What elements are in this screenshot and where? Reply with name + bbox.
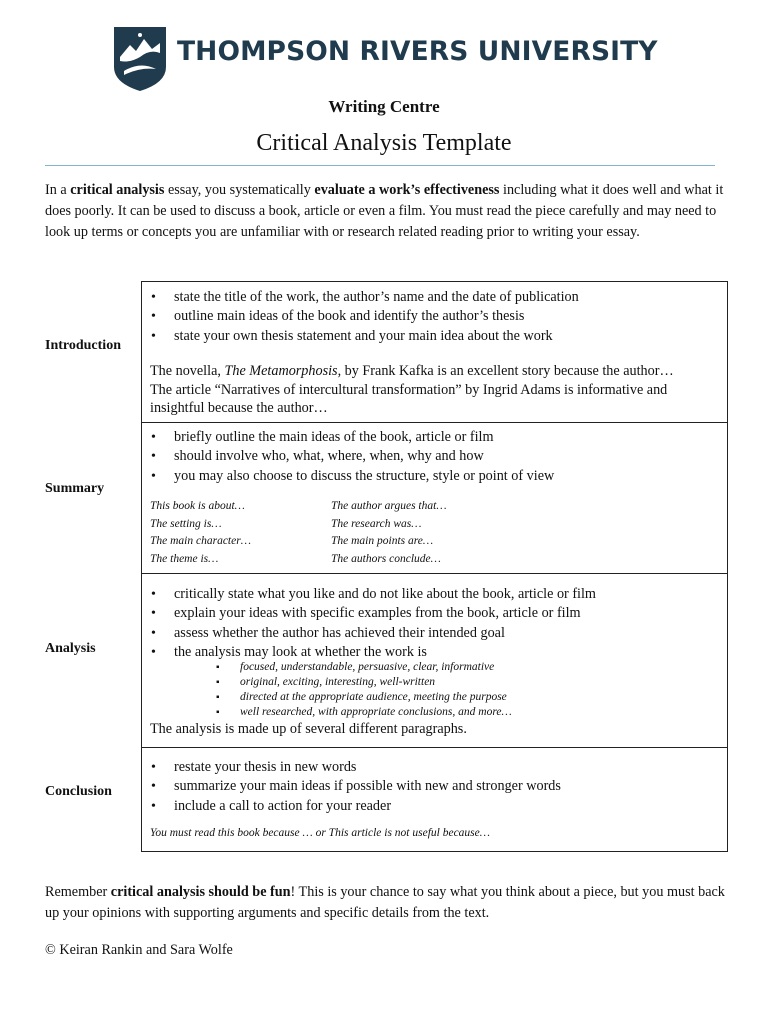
row-divider [142,573,727,574]
summary-phrases-left [150,498,251,568]
page-title: Critical Analysis Template [256,130,512,156]
analysis-bullets [174,585,596,663]
page-header [0,0,768,95]
list-item: • assess whether the author has achieved their intended goal [174,624,596,643]
conclusion-bullets [174,758,561,816]
phrase: The setting is… [150,517,222,530]
title-divider [45,165,715,166]
university-name: THOMPSON RIVERS UNIVERSITY [177,36,658,67]
example-article: The article “Narratives of intercultural transformation” by Ingrid Adams is informative and insightful because the author… [150,381,668,416]
introduction-bullets [174,288,579,346]
summary-phrases-right [331,498,447,568]
writing-centre-label: Writing Centre [328,97,440,116]
list-item: • critically state what you like and do not like about the book, article or film [174,585,596,604]
phrase: This book is about… [150,500,245,512]
list-item: • restate your thesis in new words [174,758,561,777]
phrase: The main points are… [331,535,434,547]
copyright-notice: © Keiran Rankin and Sara Wolfe [45,942,233,958]
list-item: • briefly outline the main ideas of the book, article or film [174,428,554,447]
list-item: • you may also choose to discuss the structure, style or point of view [174,467,554,486]
conclusion-example: You must read this book because … or This article is not useful because… [150,827,490,839]
closing-paragraph: Remember critical analysis should be fun! This is your chance to say what you think about a piece, but you must back up your opinions with supporting arguments and specific details from the text. [45,884,725,921]
list-item: • state your own thesis statement and your main idea about the work [174,327,579,346]
phrase: The research was… [331,517,422,530]
introduction-label: Introduction [45,338,121,353]
list-item: ▪ original, exciting, interesting, well-written [240,675,512,690]
analysis-label: Analysis [45,641,96,656]
phrase: The theme is… [150,552,219,565]
conclusion-label: Conclusion [45,784,112,799]
list-item: • should involve who, what, where, when, why and how [174,447,554,466]
summary-bullets [174,428,554,486]
list-item: • summarize your main ideas if possible with new and stronger words [174,777,561,796]
example-novella: The novella, The Metamorphosis, by Frank Kafka is an excellent story because the author… [150,363,674,379]
row-divider [142,747,727,748]
list-item: ▪ well researched, with appropriate conclusions, and more… [240,705,512,720]
summary-label: Summary [45,481,105,496]
analysis-closing: The analysis is made up of several different paragraphs. [150,721,467,737]
intro-paragraph: In a critical analysis essay, you systematically evaluate a work’s effectiveness including what it does well and what it does poorly. It can be used to discuss a book, article or even a film. You must read the piece carefully and may need to look up terms or concepts you are unfamiliar with or research related reading prior to writing your essay. [45,182,724,240]
phrase: The authors conclude… [331,552,441,565]
list-item: • state the title of the work, the author’s name and the date of publication [174,288,579,307]
list-item: • include a call to action for your reader [174,797,561,816]
introduction-examples [150,362,720,418]
list-item: ▪ focused, understandable, persuasive, clear, informative [240,660,512,675]
list-item: ▪ directed at the appropriate audience, meeting the purpose [240,690,512,705]
phrase: The author argues that… [331,500,447,512]
list-item: • outline main ideas of the book and identify the author’s thesis [174,307,579,326]
row-divider [142,422,727,423]
phrase: The main character… [150,535,251,547]
list-item: • the analysis may look at whether the work is [174,643,596,662]
tru-shield-logo-icon [114,27,166,91]
analysis-sub-bullets [240,660,512,720]
list-item: • explain your ideas with specific examples from the book, article or film [174,604,596,623]
